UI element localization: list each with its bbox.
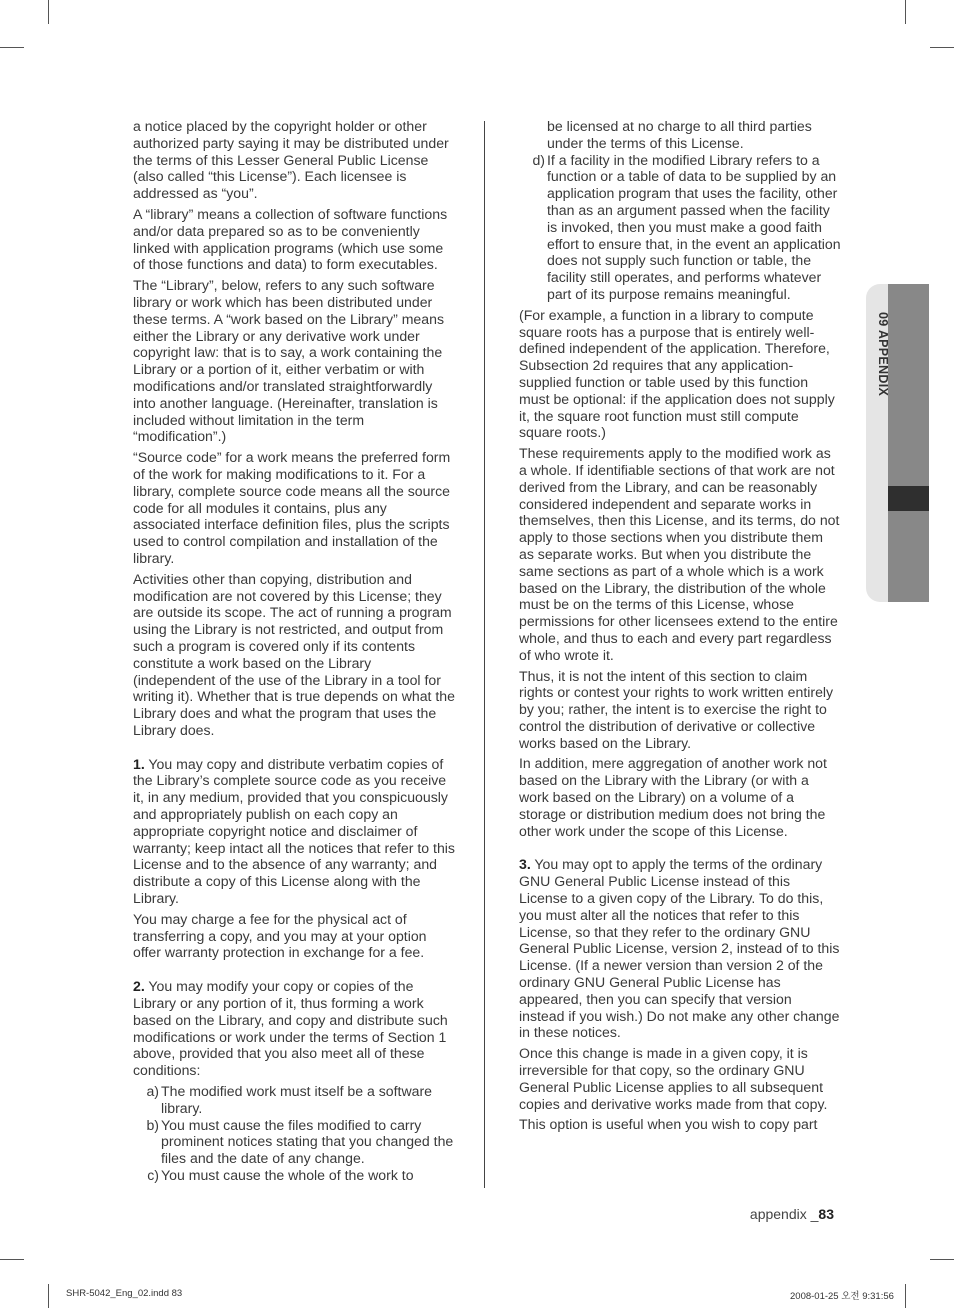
crop-mark (48, 0, 49, 24)
list-marker: c) (147, 1167, 159, 1184)
section-number: 2. (133, 978, 145, 995)
crop-mark (0, 47, 24, 48)
section-text: You may copy and distribute verbatim copies of the Library’s complete source code as you receive it, in any medium, provided that you conspicuously and appropriately publish on each copy an appropriate copyright notice and disclaimer of warranty; keep intact all the notices that refer to this License and to the absence of any warranty; and distribute a copy of this License along with the Library. (133, 755, 455, 907)
paragraph: A “library” means a collection of software functions and/or data prepared so as to be conveniently linked with application programs (which use some of those functions and data) to form executables. (133, 205, 448, 273)
paragraph: a notice placed by the copyright holder or other authorized party saying it may be distributed under the terms of this Lesser General Public License (also called “this License”). Each licensee is addressed as “you”. (133, 118, 449, 202)
list-text: be licensed at no charge to all third parties under the terms of this License. (547, 118, 812, 151)
section-text: You may modify your copy or copies of the Library or any portion of it, thus forming a work based on the Library, and copy and distribute such modifications or work under the terms of Section 1 above, provided that you also meet all of these conditions: (133, 978, 448, 1079)
paragraph: (For example, a function in a library to compute square roots has a purpose that is entirely well-defined independent of the application. Therefore, Subsection 2d requires that any application-supplied function or table used by this function must be optional: if the application does not supply it, the square root function must still compute square roots.) (519, 306, 835, 441)
paragraph: “Source code” for a work means the preferred form of the work for making modifications to it. For a library, complete source code means all the source code for all modules it contains, plus any associated interface definition files, plus the scripts used to control compilation and installation of the library. (133, 449, 451, 566)
crop-mark (930, 47, 954, 48)
footer-label: appendix _ (749, 1206, 819, 1222)
paragraph: This option is useful when you wish to copy part (519, 1116, 818, 1133)
paragraph: Thus, it is not the intent of this section to claim rights or contest your rights to work written entirely by you; rather, the intent is to exercise the right to control the distribution of derivative or collective works based on the Library. (519, 667, 834, 751)
list-item (133, 1167, 455, 1184)
side-tab-marker (888, 486, 929, 511)
list-text: You must cause the whole of the work to (161, 1167, 414, 1184)
paragraph: These requirements apply to the modified work as a whole. If identifiable sections of that work are not derived from the Library, and can be reasonably considered independent and separate works in themselves, then this License, and its terms, do not apply to those sections when you distribute them as separate works. But when you distribute the same sections as part of a whole which is a work based on the Library, the distribution of the whole must be on the terms of this License, whose permissions for other licensees extend to the entire whole, and thus to each and every part regardless of who wrote it. (519, 445, 840, 663)
crop-mark (905, 0, 906, 24)
crop-mark (48, 1284, 49, 1308)
section-2 (133, 978, 455, 1079)
section-1 (133, 756, 455, 907)
page-footer (750, 1206, 834, 1222)
list-text: You must cause the files modified to carry prominent notices stating that you changed the files and the date of any change. (161, 1116, 454, 1167)
section-number: 3. (519, 856, 531, 873)
page-number: 83 (818, 1206, 834, 1222)
list-marker: b) (146, 1116, 159, 1133)
list-item (133, 1117, 455, 1167)
print-slug-date: 2008-01-25 오전 9:31:56 (790, 1291, 894, 1302)
paragraph: In addition, mere aggregation of another work not based on the Library with the Library (or with a work based on the Library) on a volume of a storage or distribution medium does not bring the other work under the scope of this License. (519, 755, 827, 839)
section-3 (519, 856, 841, 1041)
column-divider (484, 121, 485, 1188)
list-item (133, 1083, 455, 1117)
section-number: 1. (133, 755, 145, 772)
list-text: If a facility in the modified Library refers to a function or a table of data to be supplied by an application program that uses the facility, other than as an argument passed when the facility is invoked, then you must make a good faith effort to ensure that, in the event an application does not supply such function or table, the facility still operates, and performs whatever part of its purpose remains meaningful. (547, 151, 841, 302)
chapter-tab-label: 09 APPENDIX (876, 312, 890, 397)
section-text: You may opt to apply the terms of the ordinary GNU General Public License instead of this License to a given copy of the Library. To do this, you must alter all the notices that refer to this License, so that they refer to the ordinary GNU General Public License, version 2, instead of to this License. (If a newer version than version 2 of the ordinary GNU General Public License has appeared, then you can specify that version instead if you wish.) Do not make any other change in these notices. (519, 856, 840, 1041)
list-item-continued (519, 118, 841, 152)
list-marker: d) (532, 151, 545, 168)
print-slug-file: SHR-5042_Eng_02.indd 83 (66, 1288, 183, 1299)
paragraph: Activities other than copying, distribution and modification are not covered by this License; they are outside its scope. The act of running a program using the Library is not restricted, and output from such a program is covered only if its contents constitute a work based on the Library (independent of the use of the Library in a tool for writing it). Whether that is true depends on what the Library does and what the program that uses the Library does. (133, 570, 455, 738)
right-column (519, 118, 841, 1137)
list-text: The modified work must itself be a software library. (161, 1083, 433, 1116)
list-marker: a) (146, 1083, 159, 1100)
crop-mark (0, 1259, 24, 1260)
paragraph: You may charge a fee for the physical act of transferring a copy, and you may at your option offer warranty protection in exchange for a fee. (133, 910, 427, 961)
crop-mark (930, 1259, 954, 1260)
crop-mark (905, 1284, 906, 1308)
paragraph: Once this change is made in a given copy, it is irreversible for that copy, so the ordinary GNU General Public License applies to all subsequent copies and derivative works made from that copy. (519, 1045, 828, 1112)
left-column (133, 118, 455, 1184)
list-item (519, 152, 841, 303)
side-tab-strip (888, 284, 929, 602)
paragraph: The “Library”, below, refers to any such software library or work which has been distributed under these terms. A “work based on the Library” means either the Library or any derivative work under copyright law: that is to say, a work containing the Library or a portion of it, either verbatim or with modifications and/or translated straightforwardly into another language. (Hereinafter, translation is included without limitation in the term “modification”.) (133, 277, 444, 445)
